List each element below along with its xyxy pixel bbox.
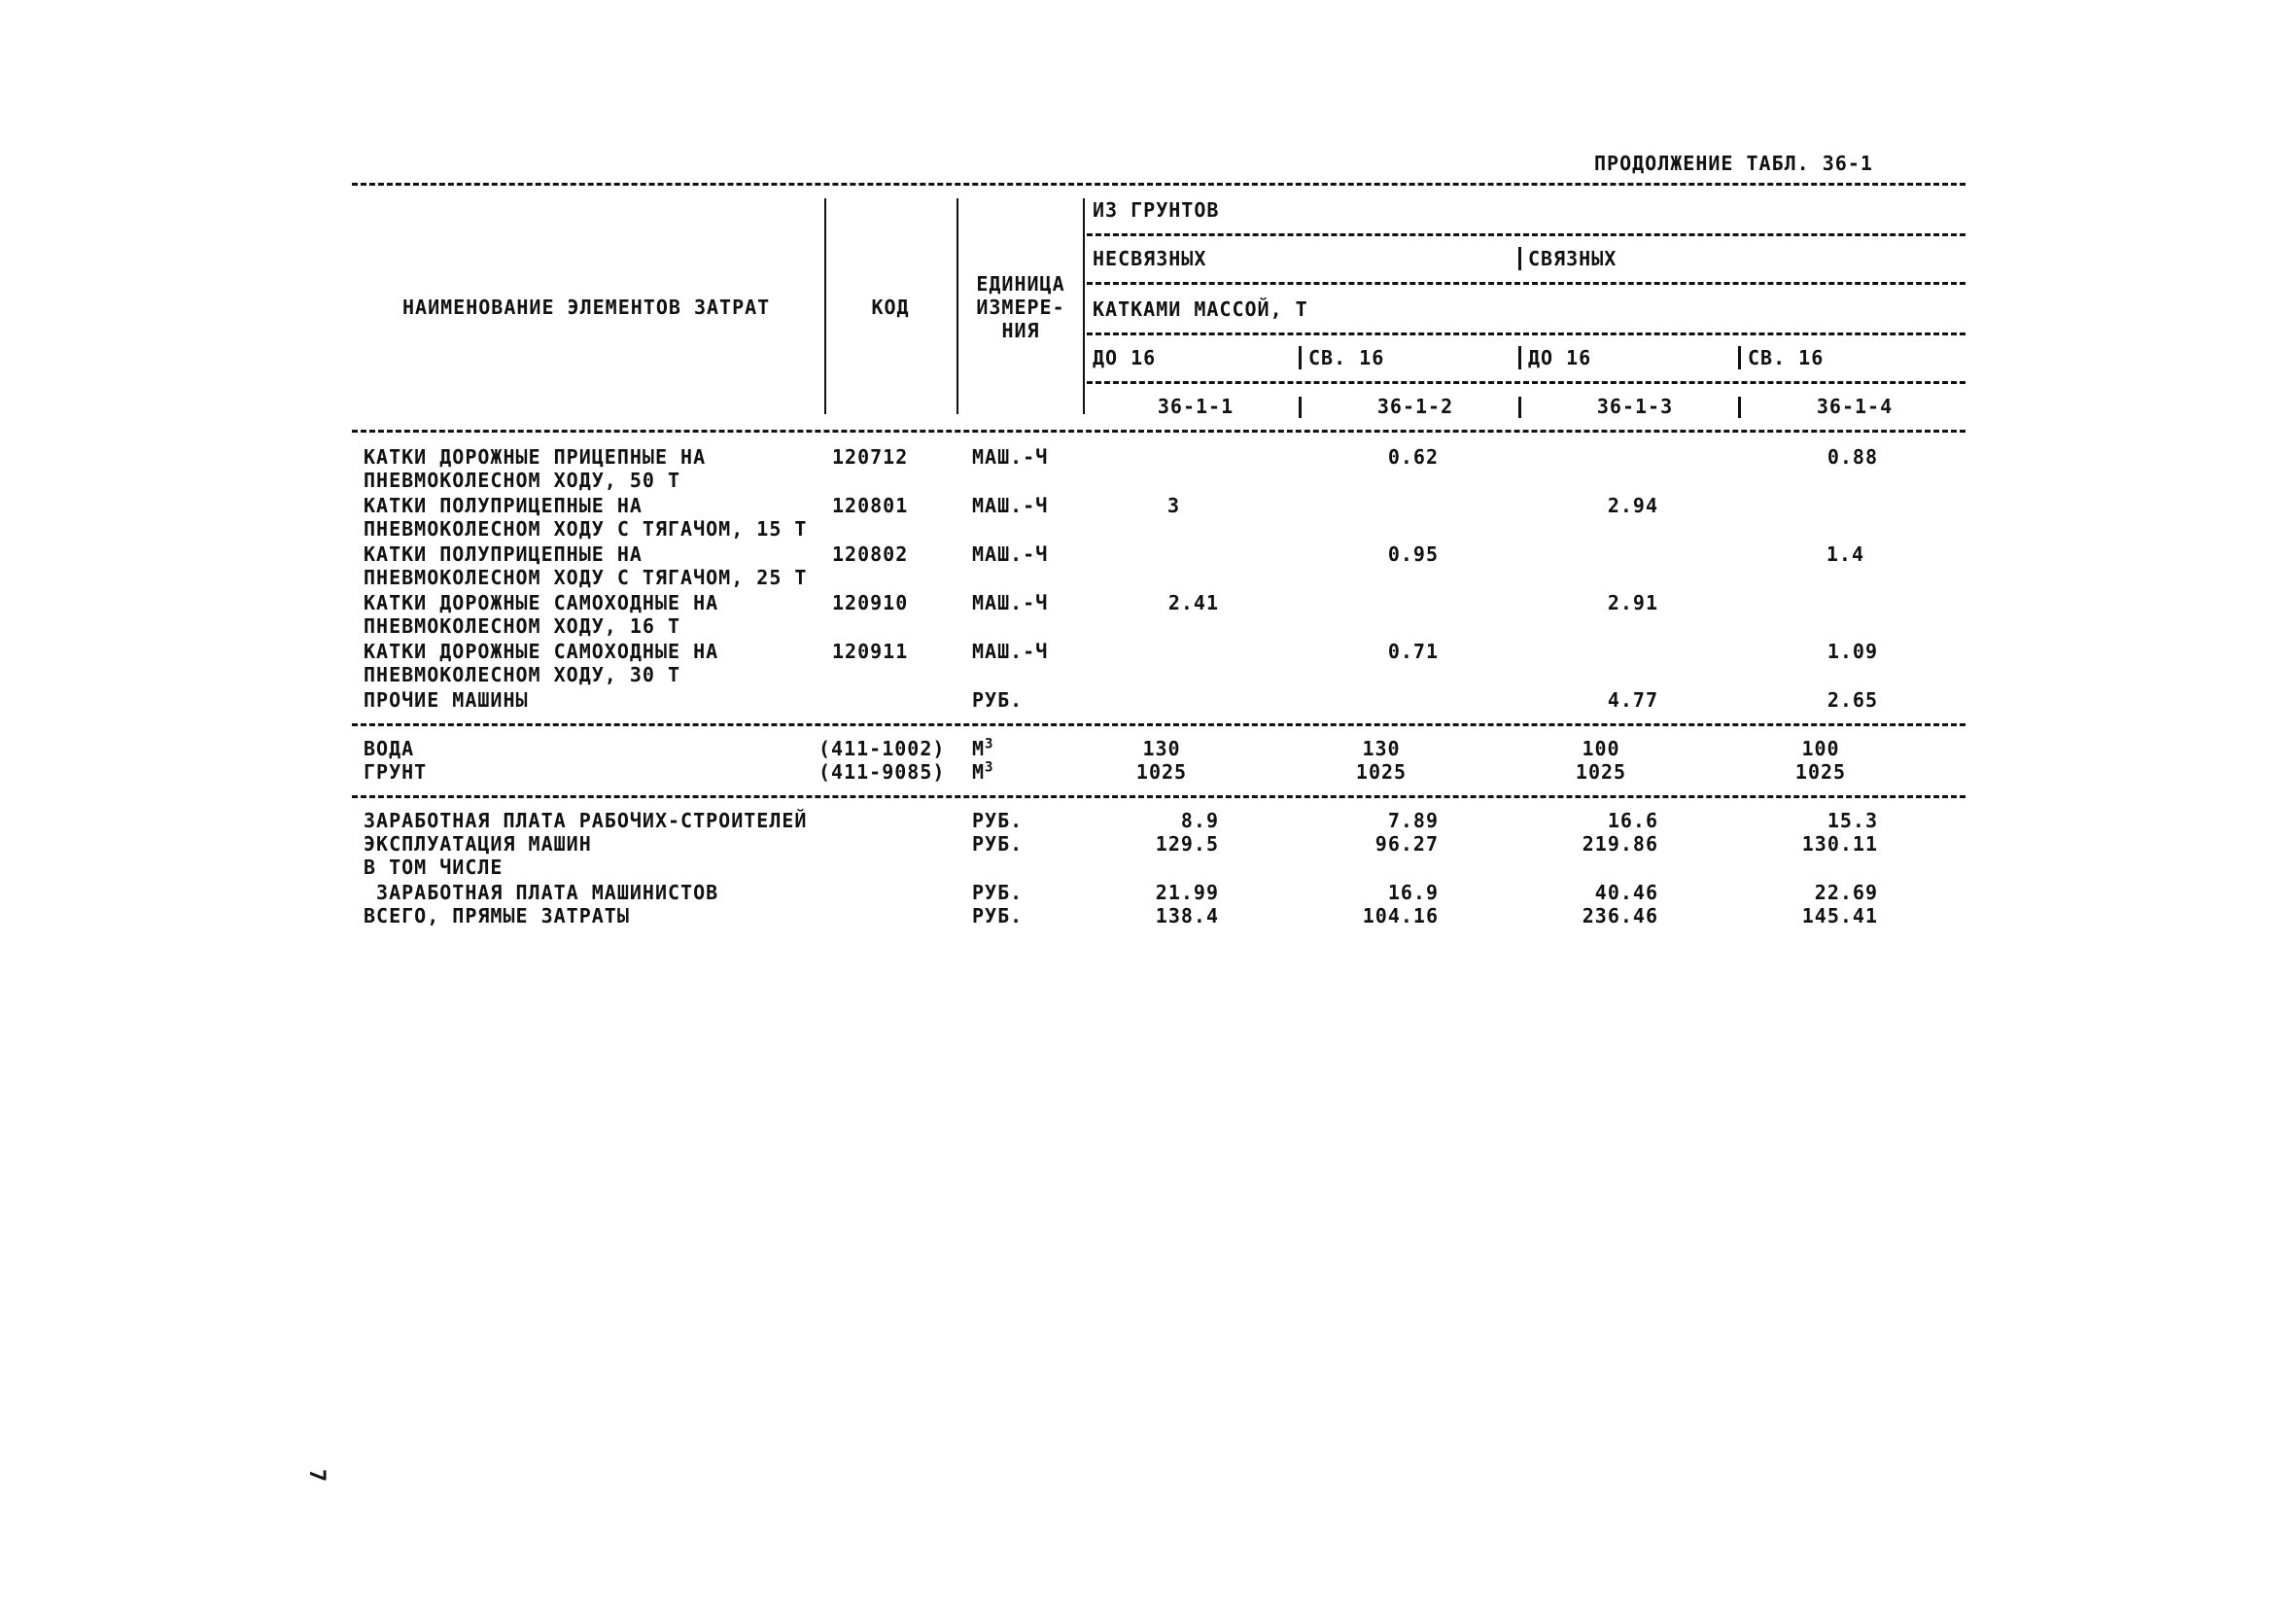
row-unit: $М^3$: [972, 736, 994, 760]
row-unit: МАШ.-Ч: [972, 494, 1049, 517]
header-cohesive: СВЯЗНЫХ: [1528, 247, 1618, 270]
row-unit: МАШ.-Ч: [972, 542, 1049, 566]
row-name: ВОДА: [364, 737, 415, 760]
row-value-1: 130: [1142, 737, 1181, 760]
row-value-2: 104.16: [1362, 904, 1439, 927]
header-tick-mass-1: [1299, 346, 1302, 369]
row-value-4: 1025: [1794, 760, 1847, 784]
header-name-col: НАИМЕНОВАНИЕ ЭЛЕМЕНТОВ ЗАТРАТ: [402, 296, 771, 319]
row-name-line2: ПНЕВМОКОЛЕСНОМ ХОДУ, 50 Т: [364, 469, 681, 492]
header-mass-le16-b: ДО 16: [1528, 346, 1592, 369]
row-value-3: 16.6: [1607, 809, 1658, 832]
header-mass-gt16-b: СВ. 16: [1748, 346, 1825, 369]
row-value-1: 138.4: [1155, 904, 1219, 927]
header-noncohesive: НЕСВЯЗНЫХ: [1093, 247, 1207, 270]
unit-superscript: 3: [985, 736, 994, 752]
row-value-4: 130.11: [1801, 832, 1878, 856]
row-name: ЭКСПЛУАТАЦИЯ МАШИН: [364, 832, 592, 856]
row-unit: МАШ.-Ч: [972, 445, 1049, 469]
section-divider-1: [352, 723, 1966, 726]
header-code-col: КОД: [871, 296, 910, 319]
row-unit: МАШ.-Ч: [972, 640, 1049, 663]
row-value-2: 7.89: [1387, 809, 1439, 832]
row-code: 120712: [832, 445, 909, 469]
row-value-2: 96.27: [1374, 832, 1439, 856]
row-unit: МАШ.-Ч: [972, 591, 1049, 614]
row-value-4: 1.09: [1826, 640, 1878, 663]
header-mass-gt16-a: СВ. 16: [1308, 346, 1385, 369]
row-value-4: 0.88: [1826, 445, 1878, 469]
row-unit: РУБ.: [972, 881, 1024, 904]
row-name-line1: КАТКИ ПОЛУПРИЦЕПНЫЕ НА: [364, 494, 643, 517]
row-unit: $М^3$: [972, 759, 994, 784]
header-tick-code-3: [1738, 397, 1741, 418]
header-unit-line2: ИЗМЕРЕ-: [976, 296, 1065, 319]
row-value-2: 130: [1362, 737, 1401, 760]
row-name-line2: ПНЕВМОКОЛЕСНОМ ХОДУ С ТЯГАЧОМ, 25 Т: [364, 566, 808, 589]
row-name: ГРУНТ: [364, 760, 428, 784]
row-value-3: 2.94: [1607, 494, 1658, 517]
row-value-3: 1025: [1575, 760, 1627, 784]
row-name-line1: КАТКИ ПОЛУПРИЦЕПНЫЕ НА: [364, 542, 643, 566]
row-name-line2: ПНЕВМОКОЛЕСНОМ ХОДУ, 30 Т: [364, 663, 681, 686]
table-top-border: [352, 183, 1966, 186]
row-value-3: 4.77: [1607, 688, 1658, 712]
header-tick-code-2: [1518, 397, 1521, 418]
row-name: ВСЕГО, ПРЯМЫЕ ЗАТРАТЫ: [364, 904, 630, 927]
table-caption: ПРОДОЛЖЕНИЕ ТАБЛ. 36-1: [1594, 152, 1873, 175]
row-value-3: 236.46: [1582, 904, 1658, 927]
row-value-4: 100: [1801, 737, 1840, 760]
header-code-1: 36-1-1: [1157, 395, 1235, 418]
row-name-line2: ПНЕВМОКОЛЕСНОМ ХОДУ, 16 Т: [364, 614, 681, 638]
header-code-3: 36-1-3: [1596, 395, 1674, 418]
header-separator-values: [1083, 198, 1085, 414]
row-value-2: 0.71: [1387, 640, 1439, 663]
row-code: (411-9085): [818, 760, 946, 784]
row-name-line1: КАТКИ ДОРОЖНЫЕ САМОХОДНЫЕ НА: [364, 640, 719, 663]
header-unit-line1: ЕДИНИЦА: [976, 272, 1065, 296]
row-name: В ТОМ ЧИСЛЕ: [364, 856, 504, 879]
header-code-4: 36-1-4: [1816, 395, 1894, 418]
row-value-2: 0.95: [1387, 542, 1439, 566]
header-code-2: 36-1-2: [1376, 395, 1454, 418]
row-value-1: 8.9: [1180, 809, 1219, 832]
row-value-1: 2.41: [1167, 591, 1219, 614]
header-rollers: КАТКАМИ МАССОЙ, Т: [1093, 297, 1308, 321]
header-group: ИЗ ГРУНТОВ: [1093, 198, 1220, 222]
row-value-2: 1025: [1355, 760, 1408, 784]
row-value-2: 0.62: [1387, 445, 1439, 469]
row-code: 120911: [832, 640, 909, 663]
row-unit: РУБ.: [972, 832, 1024, 856]
row-code: 120910: [832, 591, 909, 614]
header-tick-cohesive: [1518, 247, 1521, 270]
section-divider-2: [352, 795, 1966, 798]
row-value-1: 21.99: [1155, 881, 1219, 904]
row-value-3: 2.91: [1607, 591, 1658, 614]
row-name: ЗАРАБОТНАЯ ПЛАТА РАБОЧИХ-СТРОИТЕЛЕЙ: [364, 809, 808, 832]
header-separator-code: [824, 198, 826, 414]
row-value-1: 129.5: [1155, 832, 1219, 856]
row-code: (411-1002): [818, 737, 946, 760]
row-name-line1: КАТКИ ДОРОЖНЫЕ САМОХОДНЫЕ НА: [364, 591, 719, 614]
header-mass-le16-a: ДО 16: [1093, 346, 1157, 369]
row-name-line1: ПРОЧИЕ МАШИНЫ: [364, 688, 529, 712]
row-value-4: 15.3: [1826, 809, 1878, 832]
unit-superscript: 3: [985, 759, 994, 776]
header-divider-4: [1087, 381, 1966, 384]
row-unit: РУБ.: [972, 809, 1024, 832]
row-name-line1: КАТКИ ДОРОЖНЫЕ ПРИЦЕПНЫЕ НА: [364, 445, 707, 469]
row-value-1: 1025: [1135, 760, 1188, 784]
header-unit-line3: НИЯ: [1001, 319, 1040, 342]
header-divider-3: [1087, 332, 1966, 335]
row-unit: РУБ.: [972, 904, 1024, 927]
row-value-3: 100: [1582, 737, 1620, 760]
header-bottom-border: [352, 430, 1966, 433]
header-divider-2: [1087, 282, 1966, 285]
row-name-line2: ПНЕВМОКОЛЕСНОМ ХОДУ С ТЯГАЧОМ, 15 Т: [364, 517, 808, 541]
header-tick-mass-2: [1518, 346, 1521, 369]
row-unit: РУБ.: [972, 688, 1024, 712]
row-code: 120802: [832, 542, 909, 566]
header-tick-code-1: [1299, 397, 1302, 418]
row-value-4: 145.41: [1801, 904, 1878, 927]
header-separator-unit: [957, 198, 958, 414]
row-value-2: 16.9: [1387, 881, 1439, 904]
row-name: ЗАРАБОТНАЯ ПЛАТА МАШИНИСТОВ: [364, 881, 719, 904]
header-divider-1: [1087, 233, 1966, 236]
row-value-4: 22.69: [1814, 881, 1878, 904]
page-number: 7: [304, 1468, 330, 1484]
row-code: 120801: [832, 494, 909, 517]
row-value-3: 40.46: [1594, 881, 1658, 904]
header-tick-mass-3: [1738, 346, 1741, 369]
row-value-3: 219.86: [1582, 832, 1658, 856]
row-value-1: 3: [1166, 494, 1180, 517]
row-value-4: 1.4: [1826, 542, 1864, 566]
row-value-4: 2.65: [1826, 688, 1878, 712]
